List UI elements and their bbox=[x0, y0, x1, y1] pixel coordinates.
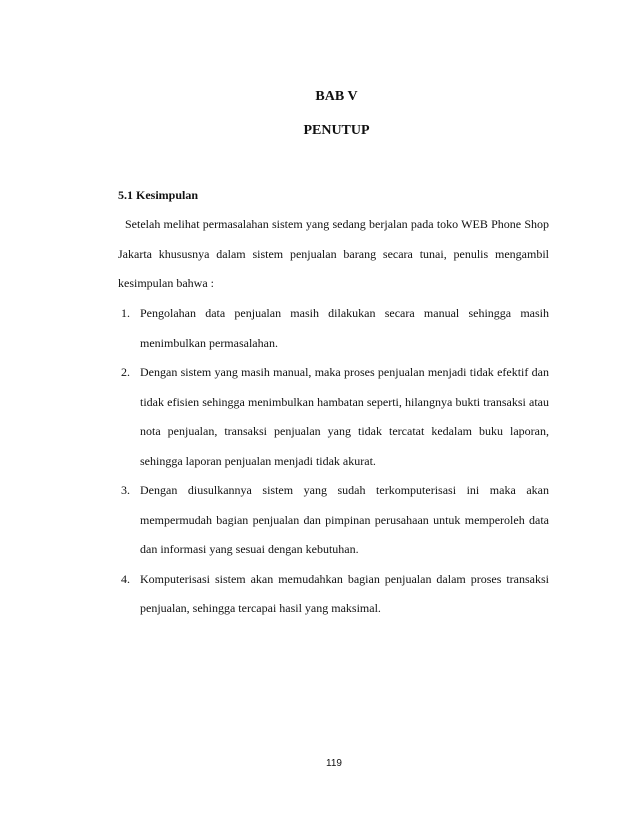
list-item-number: 2. bbox=[121, 365, 130, 379]
list-item bbox=[118, 358, 549, 476]
list-item-text: Dengan sistem yang masih manual, maka proses penjualan menjadi tidak efektif dan tidak efisien sehingga menimbulkan hambatan seperti, hilangnya bukti transaksi atau nota penjualan, transaksi penjualan yang tidak tercatat kedalam buku laporan, sehingga laporan penjualan menjadi tidak akurat. bbox=[140, 365, 549, 468]
page-number: 119 bbox=[326, 758, 342, 769]
list-item-text: Pengolahan data penjualan masih dilakukan secara manual sehingga masih menimbulkan permasalahan. bbox=[140, 306, 549, 350]
list-item bbox=[118, 565, 549, 624]
list-item-text: Dengan diusulkannya sistem yang sudah terkomputerisasi ini maka akan mempermudah bagian penjualan dan pimpinan perusahaan untuk memperoleh data dan informasi yang sesuai dengan kebutuhan. bbox=[140, 483, 549, 556]
list-item-number: 1. bbox=[121, 306, 130, 320]
intro-paragraph: Setelah melihat permasalahan sistem yang sedang berjalan pada toko WEB Phone Shop Jakarta khususnya dalam sistem penjualan barang secara tunai, penulis mengambil kesimpulan bahwa : bbox=[118, 217, 549, 290]
list-item-number: 4. bbox=[121, 571, 130, 586]
conclusion-list bbox=[118, 299, 549, 624]
chapter-title: PENUTUP bbox=[303, 123, 370, 138]
list-item bbox=[118, 299, 549, 358]
list-item-number: 3. bbox=[121, 483, 130, 497]
section-heading: 5.1 Kesimpulan bbox=[118, 188, 199, 202]
chapter-number: BAB V bbox=[315, 89, 358, 104]
list-item bbox=[118, 476, 549, 565]
list-item-text: Komputerisasi sistem akan memudahkan bagian penjualan dalam proses transaksi penjualan, sehingga tercapai hasil yang maksimal. bbox=[140, 571, 549, 615]
